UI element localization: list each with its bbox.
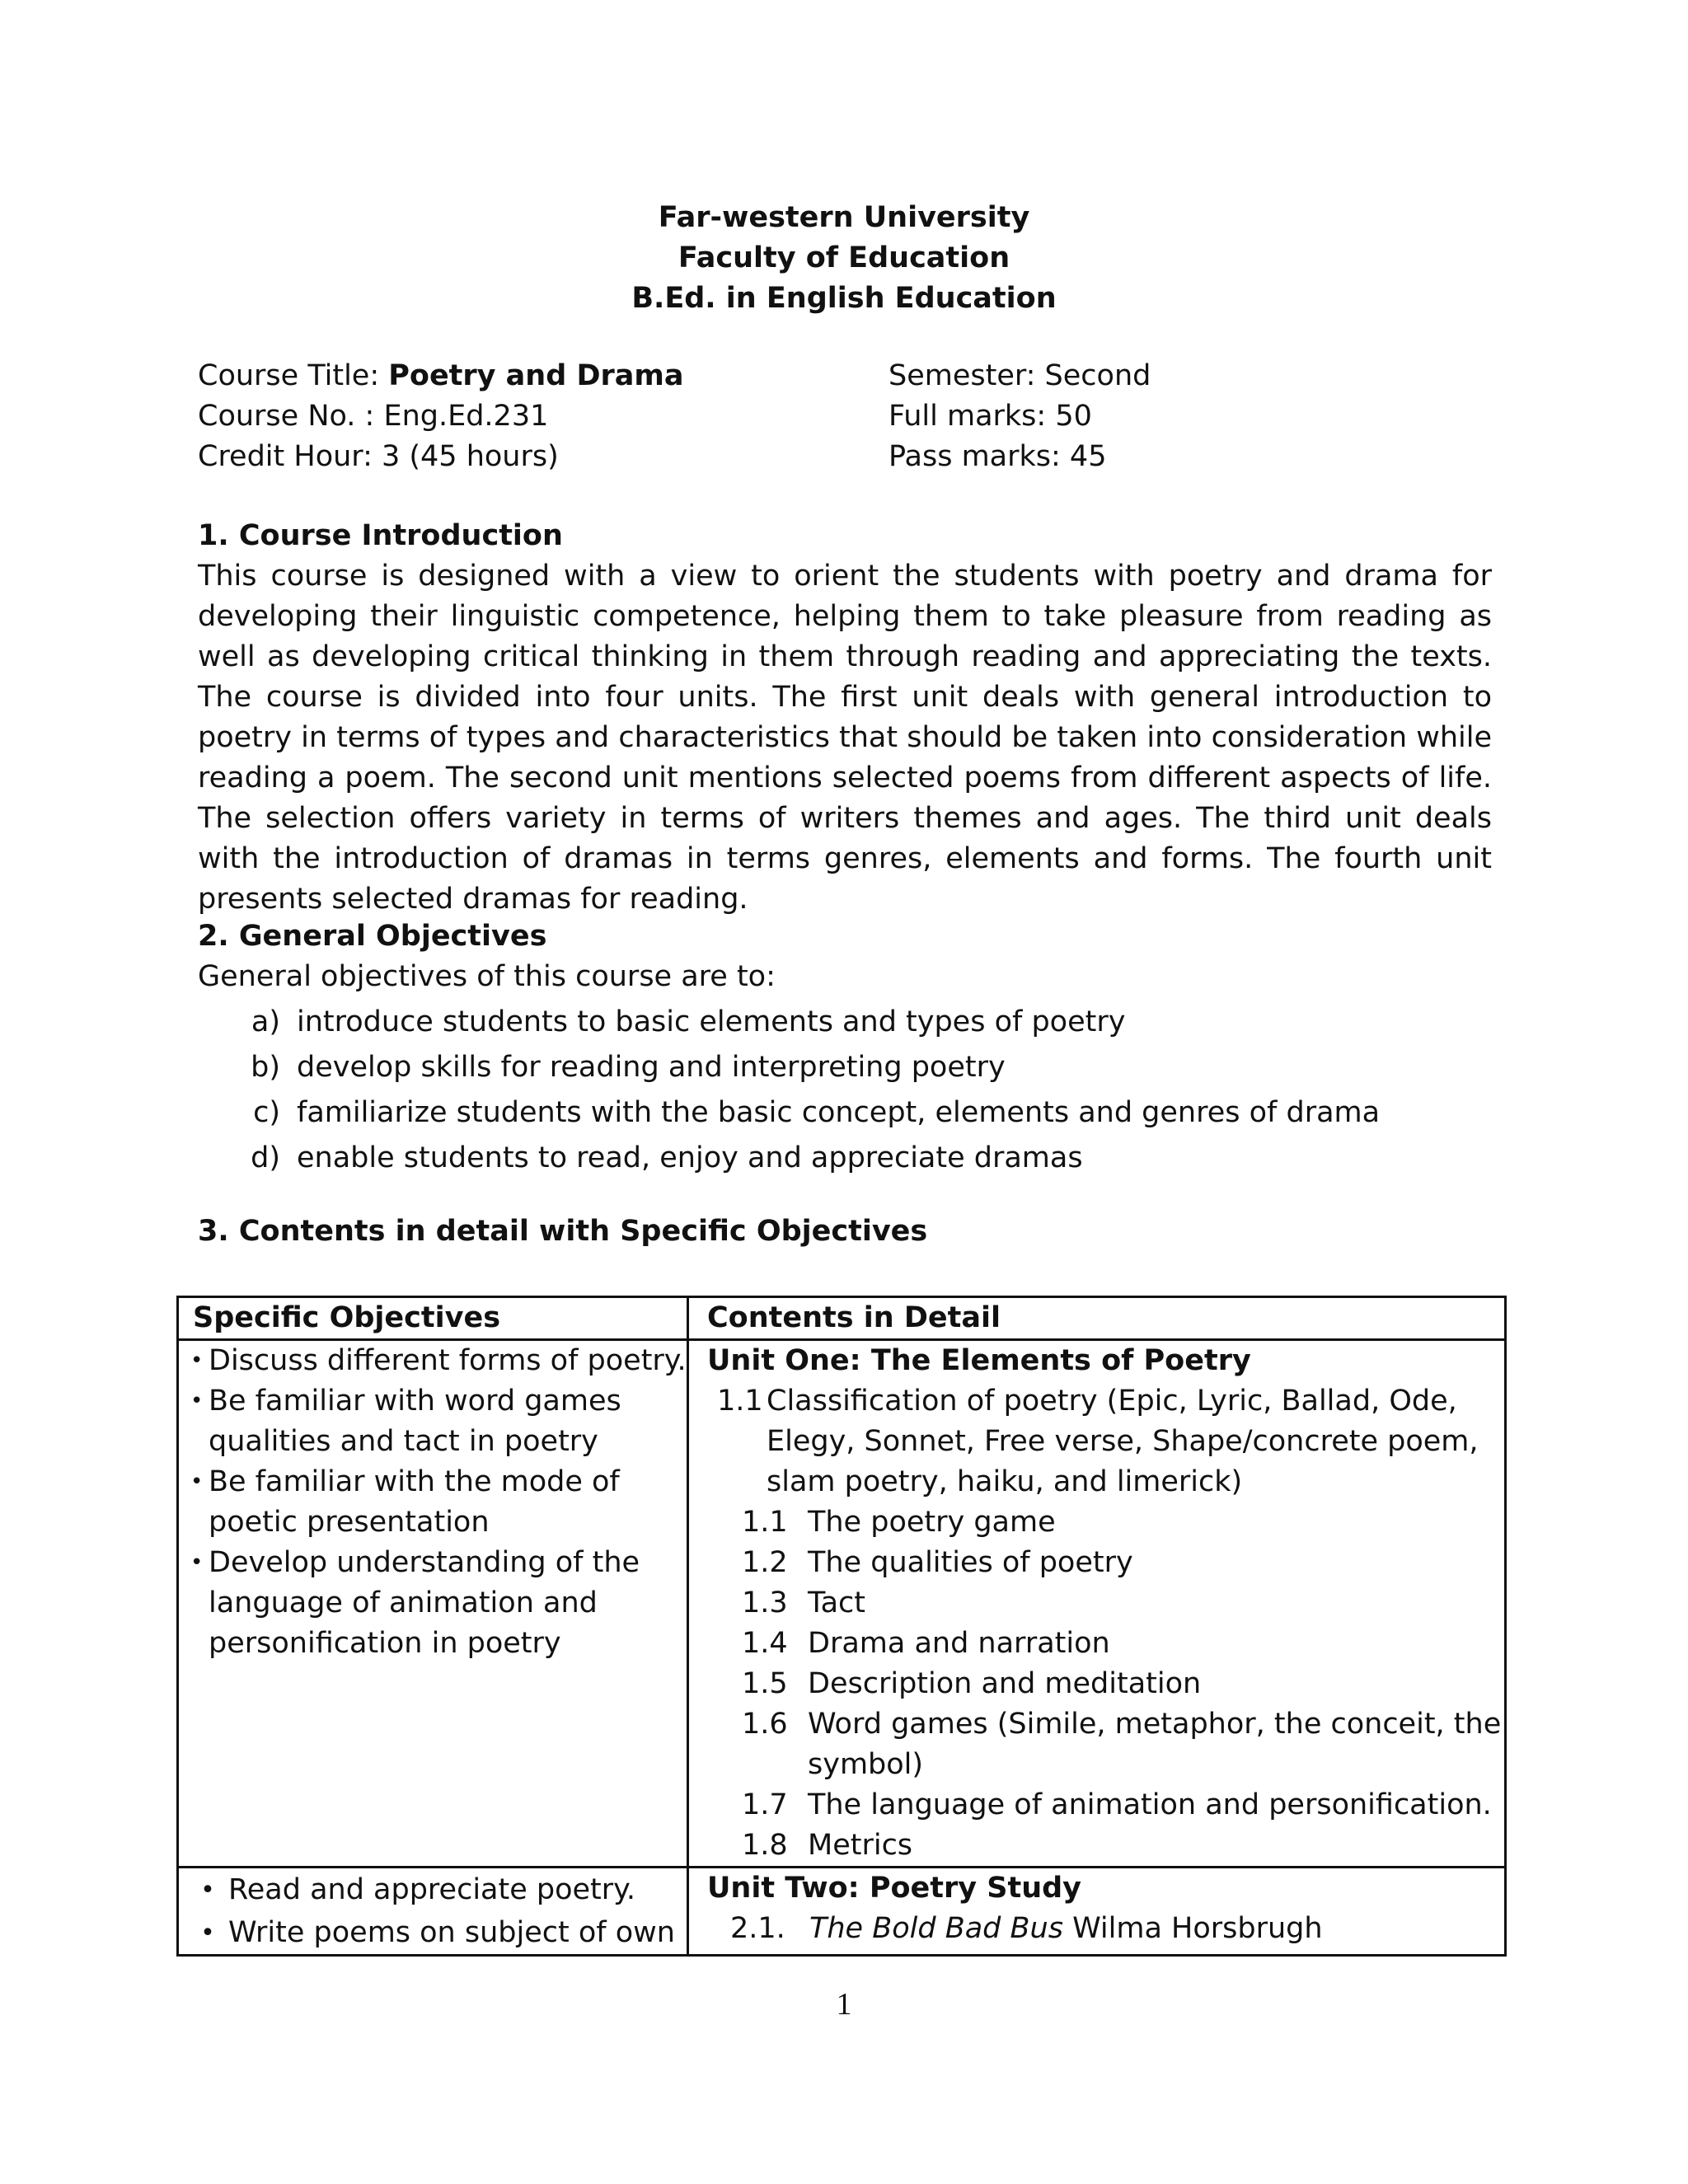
list-item: • Discuss different forms of poetry. xyxy=(190,1341,687,1381)
list-item: d) enable students to read, enjoy and appreciate dramas xyxy=(251,1141,1083,1174)
table-row xyxy=(179,1868,1504,1954)
list-item: 1.1 Classification of poetry (Epic, Lyric, Ballad, Ode, Elegy, Sonnet, Free verse, Shape/concrete poem, slam poetry, haiku, and limerick) xyxy=(717,1385,1479,1498)
bullet-icon: • xyxy=(190,1469,204,1494)
bullet-icon: • xyxy=(190,1550,204,1575)
poem-author: Wilma Horsbrugh xyxy=(1062,1912,1323,1945)
general-objectives xyxy=(198,916,1492,1181)
list-item: b) develop skills for reading and interpreting poetry xyxy=(251,1051,1006,1084)
introduction-text: This course is designed with a view to orient the students with poetry and drama for developing their linguistic competence, helping them to take pleasure from reading as well as developing critical thinking in them through reading and appreciating the texts. The course is divided into four units. The first unit deals with general introduction to poetry in terms of types and characteristics that should be taken into consideration while reading a poem. The second unit mentions selected poems from different aspects of life. The selection offers variety in terms of writers themes and ages. The third unit deals with the introduction of dramas in terms genres, elements and forms. The fourth unit presents selected dramas for reading. xyxy=(198,560,1492,916)
full-marks: Full marks: 50 xyxy=(889,400,1092,433)
table-header-row xyxy=(179,1298,1504,1341)
list-item: 2.1. The Bold Bad Bus Wilma Horsbrugh xyxy=(730,1912,1323,1945)
list-item: 1.3 Tact xyxy=(742,1586,865,1619)
objectives-list xyxy=(198,1000,1492,1181)
list-item: • Read and appreciate poetry. xyxy=(187,1868,687,1911)
objectives-cell xyxy=(179,1868,689,1954)
document-header xyxy=(0,198,1688,319)
list-item: 1.6 Word games (Simile, metaphor, the conceit, the symbol) xyxy=(742,1708,1502,1781)
contents-heading: 3. Contents in detail with Specific Objectives xyxy=(198,1215,928,1248)
list-item: • Write poems on subject of own xyxy=(187,1911,687,1954)
objectives-cell xyxy=(179,1341,689,1866)
faculty-name: Faculty of Education xyxy=(678,241,1010,274)
semester: Semester: Second xyxy=(889,359,1151,392)
list-item: 1.7 The language of animation and personification. xyxy=(742,1788,1492,1821)
unit-title: Unit One: The Elements of Poetry xyxy=(707,1344,1251,1377)
contents-table xyxy=(176,1296,1507,1957)
list-item: 1.4 Drama and narration xyxy=(742,1627,1110,1660)
list-item: 1.1 The poetry game xyxy=(742,1506,1056,1539)
list-item: • Develop understanding of the language of animation and personification in poetry xyxy=(190,1543,687,1664)
bullet-icon: • xyxy=(200,1875,215,1905)
course-meta xyxy=(198,356,1500,477)
list-item: 1.5 Description and meditation xyxy=(742,1667,1202,1700)
university-name: Far-western University xyxy=(658,201,1030,234)
table-row xyxy=(179,1341,1504,1868)
page-number: 1 xyxy=(836,1987,852,2022)
bullet-icon: • xyxy=(190,1348,204,1373)
course-title: Course Title: Poetry and Drama xyxy=(198,359,684,392)
bullet-icon: • xyxy=(200,1918,215,1947)
list-item: c) familiarize students with the basic concept, elements and genres of drama xyxy=(253,1096,1381,1129)
list-item: 1.2 The qualities of poetry xyxy=(742,1546,1133,1579)
introduction-heading: 1. Course Introduction xyxy=(198,519,563,552)
list-item: a) introduce students to basic elements and types of poetry xyxy=(251,1005,1126,1038)
course-title-value: Poetry and Drama xyxy=(388,359,684,392)
contents-cell xyxy=(689,1341,1504,1866)
objectives-lead: General objectives of this course are to: xyxy=(198,960,776,993)
program-name: B.Ed. in English Education xyxy=(631,282,1057,315)
course-introduction xyxy=(198,516,1492,920)
bullet-icon: • xyxy=(190,1389,204,1413)
column-header-contents: Contents in Detail xyxy=(707,1301,1001,1334)
contents-section xyxy=(198,1212,1492,1252)
list-item: 1.8 Metrics xyxy=(742,1829,913,1862)
column-header-specific-objectives: Specific Objectives xyxy=(179,1298,689,1338)
objectives-heading: 2. General Objectives xyxy=(198,920,547,953)
unit-title: Unit Two: Poetry Study xyxy=(707,1872,1081,1905)
contents-cell xyxy=(689,1868,1504,1954)
course-number: Course No. : Eng.Ed.231 xyxy=(198,400,549,433)
credit-hour: Credit Hour: 3 (45 hours) xyxy=(198,440,559,473)
pass-marks: Pass marks: 45 xyxy=(889,440,1107,473)
poem-title: The Bold Bad Bus xyxy=(809,1912,1063,1945)
list-item: • Be familiar with word games qualities and tact in poetry xyxy=(190,1381,687,1462)
list-item: • Be familiar with the mode of poetic presentation xyxy=(190,1462,687,1543)
